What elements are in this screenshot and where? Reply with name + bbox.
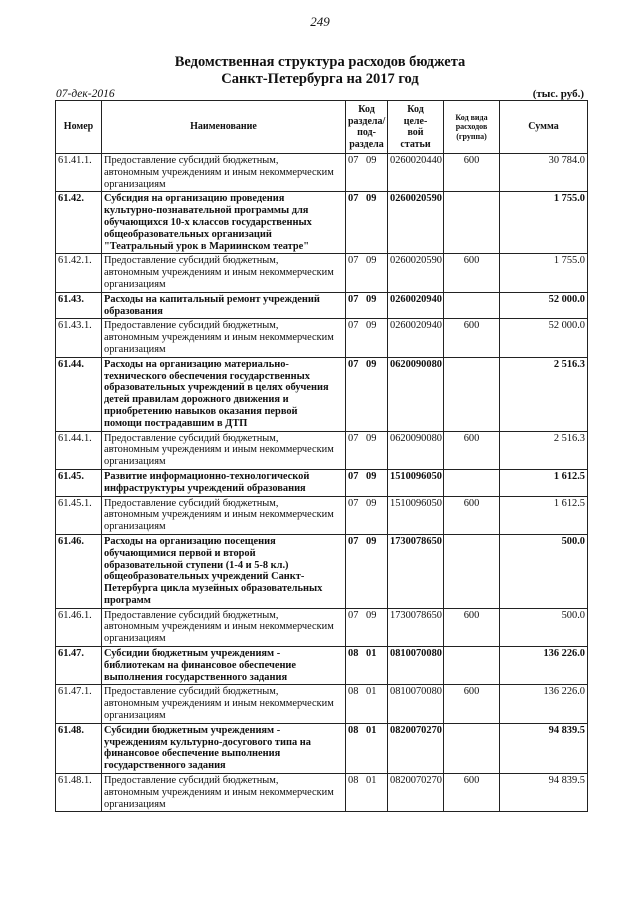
table-row bbox=[56, 319, 588, 357]
row-number: 61.45.1. bbox=[56, 496, 102, 534]
row-subsection: 01 bbox=[366, 775, 377, 787]
row-name-line: Петербурга цикла музейных образовательных bbox=[104, 583, 323, 595]
row-expense-kind: 600 bbox=[444, 608, 500, 646]
row-target-code: 1510096050 bbox=[388, 496, 444, 534]
header-kind-line: Код вида bbox=[455, 112, 488, 122]
row-name-line: образовательной ступени (1-4 и 5-8 кл.) bbox=[104, 559, 289, 571]
row-name-line: образования bbox=[104, 305, 163, 317]
row-name-line: государственного задания bbox=[104, 760, 226, 772]
row-subsection: 09 bbox=[366, 193, 377, 205]
row-name-line: организациям bbox=[104, 456, 166, 468]
row-subsection: 09 bbox=[366, 155, 377, 166]
row-name-line: учреждениям культурно-досугового типа на bbox=[104, 736, 311, 748]
table-row-group bbox=[56, 723, 588, 773]
header-section-line: под- bbox=[357, 127, 376, 138]
row-name-line: автономным учреждениям и иным некоммерческим bbox=[104, 332, 334, 344]
row-subsection: 09 bbox=[366, 255, 377, 267]
table-row-group bbox=[56, 534, 588, 608]
row-name-line: Развитие информационно-технологической bbox=[104, 470, 310, 482]
row-name-line: образовательных учреждений в целях обучения bbox=[104, 382, 329, 394]
row-name-line: выполнения государственного задания bbox=[104, 671, 288, 683]
title-line-1: Ведомственная структура расходов бюджета bbox=[174, 54, 466, 70]
row-expense-kind bbox=[444, 534, 500, 608]
row-section-code bbox=[346, 647, 388, 685]
row-section: 07 bbox=[348, 535, 359, 547]
row-sum: 94 839.5 bbox=[500, 774, 588, 812]
row-section: 07 bbox=[348, 432, 359, 444]
row-name-line: автономным учреждениям и иным некоммерческим bbox=[104, 509, 334, 521]
row-name-line: Расходы на капитальный ремонт учреждений bbox=[104, 293, 320, 305]
row-name-line: организациям bbox=[104, 798, 166, 810]
row-name-line: "Театральный урок в Мариинском театре" bbox=[104, 240, 310, 252]
row-sum: 1 612.5 bbox=[500, 469, 588, 496]
row-subsection: 09 bbox=[366, 293, 377, 305]
row-name-line: помощи пострадавшим в ДТП bbox=[104, 417, 248, 429]
header-target-line: вой bbox=[407, 127, 424, 138]
row-name-line: обучающимися первой и второй bbox=[104, 547, 256, 559]
row-name-line: автономным учреждениям и иным некоммерческим bbox=[104, 267, 334, 279]
title-line-2: Санкт-Петербурга на 2017 год bbox=[221, 71, 419, 87]
row-target-code: 0810070080 bbox=[388, 685, 444, 723]
row-sum: 2 516.3 bbox=[500, 431, 588, 469]
row-name bbox=[102, 431, 346, 469]
units-label: (тыс. руб.) bbox=[532, 88, 584, 100]
header-kind-line: (группа) bbox=[456, 131, 487, 141]
table-row bbox=[56, 608, 588, 646]
row-section-code bbox=[346, 357, 388, 431]
row-subsection: 09 bbox=[366, 320, 377, 332]
row-name-line: организациям bbox=[104, 633, 166, 645]
row-subsection: 01 bbox=[366, 724, 377, 736]
row-number: 61.48. bbox=[56, 723, 102, 773]
row-section-code bbox=[346, 608, 388, 646]
header-section-line: раздела/ bbox=[348, 115, 386, 127]
row-name bbox=[102, 154, 346, 192]
row-name-line: приобретению навыков оказания первой bbox=[104, 405, 298, 417]
row-sum: 500.0 bbox=[500, 608, 588, 646]
table-row-group bbox=[56, 469, 588, 496]
row-subsection: 09 bbox=[366, 497, 377, 509]
row-number: 61.42.1. bbox=[56, 254, 102, 292]
row-target-code: 1730078650 bbox=[388, 534, 444, 608]
header-section-line: раздела bbox=[349, 138, 384, 150]
row-name bbox=[102, 292, 346, 319]
row-number: 61.48.1. bbox=[56, 774, 102, 812]
row-section: 07 bbox=[348, 155, 359, 166]
row-number: 61.44.1. bbox=[56, 431, 102, 469]
row-expense-kind: 600 bbox=[444, 496, 500, 534]
row-number: 61.42. bbox=[56, 192, 102, 254]
row-number: 61.43.1. bbox=[56, 319, 102, 357]
row-name-line: Предоставление субсидий бюджетным, bbox=[104, 775, 279, 787]
table-row bbox=[56, 254, 588, 292]
row-name-line: организациям bbox=[104, 278, 166, 290]
row-section-code bbox=[346, 319, 388, 357]
row-number: 61.47.1. bbox=[56, 685, 102, 723]
row-expense-kind: 600 bbox=[444, 431, 500, 469]
row-number: 61.41.1. bbox=[56, 154, 102, 192]
header-sum: Сумма bbox=[500, 101, 588, 154]
table-row-group bbox=[56, 357, 588, 431]
row-sum: 52 000.0 bbox=[500, 292, 588, 319]
header-target-line: целе- bbox=[403, 115, 428, 127]
table-row-group bbox=[56, 192, 588, 254]
row-name-line: автономным учреждениям и иным некоммерческим bbox=[104, 166, 334, 178]
row-section: 07 bbox=[348, 255, 359, 267]
row-target-code: 0260020590 bbox=[388, 192, 444, 254]
row-target-code: 0260020590 bbox=[388, 254, 444, 292]
row-name-line: общеобразовательных учреждений Санкт- bbox=[104, 571, 305, 583]
row-name bbox=[102, 685, 346, 723]
row-name-line: обучающихся 10-х классов государственных bbox=[104, 216, 312, 228]
row-name bbox=[102, 647, 346, 685]
row-name bbox=[102, 192, 346, 254]
table-row bbox=[56, 774, 588, 812]
row-section-code bbox=[346, 254, 388, 292]
header-section-code bbox=[346, 101, 388, 154]
header-number: Номер bbox=[56, 101, 102, 154]
row-subsection: 01 bbox=[366, 686, 377, 698]
row-section: 07 bbox=[348, 320, 359, 332]
row-name bbox=[102, 496, 346, 534]
row-name-line: Предоставление субсидий бюджетным, bbox=[104, 609, 279, 621]
row-name bbox=[102, 774, 346, 812]
row-subsection: 09 bbox=[366, 535, 377, 547]
row-name-line: Предоставление субсидий бюджетным, bbox=[104, 255, 279, 267]
row-section-code bbox=[346, 534, 388, 608]
row-sum: 136 226.0 bbox=[500, 685, 588, 723]
row-subsection: 09 bbox=[366, 609, 377, 621]
row-expense-kind: 600 bbox=[444, 685, 500, 723]
row-name-line: Предоставление субсидий бюджетным, bbox=[104, 432, 279, 444]
row-target-code: 1510096050 bbox=[388, 469, 444, 496]
row-expense-kind: 600 bbox=[444, 319, 500, 357]
row-number: 61.44. bbox=[56, 357, 102, 431]
table-row-group bbox=[56, 292, 588, 319]
row-name-line: финансовое обеспечение выполнения bbox=[104, 748, 281, 760]
row-section-code bbox=[346, 723, 388, 773]
row-name-line: инфраструктуры учреждений образования bbox=[104, 482, 306, 494]
row-number: 61.47. bbox=[56, 647, 102, 685]
row-number: 61.45. bbox=[56, 469, 102, 496]
row-subsection: 01 bbox=[366, 648, 377, 660]
row-name-line: общеобразовательных организаций bbox=[104, 228, 272, 240]
row-name-line: организациям bbox=[104, 343, 166, 355]
row-name-line: Расходы на организацию материально- bbox=[104, 358, 289, 370]
table-row bbox=[56, 496, 588, 534]
row-target-code: 0260020440 bbox=[388, 154, 444, 192]
row-subsection: 09 bbox=[366, 432, 377, 444]
row-section-code bbox=[346, 192, 388, 254]
row-number: 61.43. bbox=[56, 292, 102, 319]
row-name bbox=[102, 608, 346, 646]
row-name bbox=[102, 357, 346, 431]
row-sum: 1 755.0 bbox=[500, 254, 588, 292]
header-section-line: Код bbox=[358, 104, 375, 115]
header-target-line: статьи bbox=[400, 138, 431, 150]
row-section-code bbox=[346, 154, 388, 192]
row-section-code bbox=[346, 469, 388, 496]
row-target-code: 0260020940 bbox=[388, 292, 444, 319]
row-section-code bbox=[346, 774, 388, 812]
document-date: 07-дек-2016 bbox=[56, 88, 115, 100]
table-header-row bbox=[56, 101, 588, 154]
row-sum: 500.0 bbox=[500, 534, 588, 608]
row-target-code: 0810070080 bbox=[388, 647, 444, 685]
row-name-line: автономным учреждениям и иным некоммерческим bbox=[104, 444, 334, 456]
row-name-line: автономным учреждениям и иным некоммерческим bbox=[104, 786, 334, 798]
row-name bbox=[102, 254, 346, 292]
row-name-line: культурно-познавательной программы для bbox=[104, 205, 309, 217]
row-sum: 136 226.0 bbox=[500, 647, 588, 685]
row-target-code: 0620090080 bbox=[388, 431, 444, 469]
row-name-line: Предоставление субсидий бюджетным, bbox=[104, 497, 279, 509]
row-name-line: детей правилам дорожного движения и bbox=[104, 394, 289, 406]
row-expense-kind bbox=[444, 469, 500, 496]
row-name-line: Предоставление субсидий бюджетным, bbox=[104, 155, 279, 166]
header-target-code bbox=[388, 101, 444, 154]
row-name bbox=[102, 723, 346, 773]
row-section: 07 bbox=[348, 609, 359, 621]
row-expense-kind bbox=[444, 292, 500, 319]
row-section-code bbox=[346, 685, 388, 723]
row-expense-kind: 600 bbox=[444, 774, 500, 812]
row-number: 61.46. bbox=[56, 534, 102, 608]
row-section: 08 bbox=[348, 724, 359, 736]
row-section: 07 bbox=[348, 193, 359, 205]
table-row bbox=[56, 154, 588, 192]
row-target-code: 0620090080 bbox=[388, 357, 444, 431]
row-name-line: Предоставление субсидий бюджетным, bbox=[104, 686, 279, 698]
row-name-line: программ bbox=[104, 594, 151, 606]
row-section-code bbox=[346, 431, 388, 469]
row-expense-kind: 600 bbox=[444, 154, 500, 192]
row-name-line: Субсидии бюджетным учреждениям - bbox=[104, 724, 281, 736]
row-section: 08 bbox=[348, 686, 359, 698]
row-name bbox=[102, 319, 346, 357]
row-name-line: технического обеспечения государственных bbox=[104, 370, 310, 382]
row-expense-kind: 600 bbox=[444, 254, 500, 292]
header-name: Наименование bbox=[102, 101, 346, 154]
row-section: 07 bbox=[348, 358, 359, 370]
row-name-line: организациям bbox=[104, 521, 166, 533]
row-sum: 1 612.5 bbox=[500, 496, 588, 534]
document-title bbox=[0, 54, 640, 88]
table-row bbox=[56, 431, 588, 469]
row-name-line: организациям bbox=[104, 710, 166, 722]
header-kind-line: расходов bbox=[455, 122, 488, 132]
row-expense-kind bbox=[444, 723, 500, 773]
row-target-code: 0820070270 bbox=[388, 774, 444, 812]
row-target-code: 0260020940 bbox=[388, 319, 444, 357]
row-target-code: 0820070270 bbox=[388, 723, 444, 773]
row-name-line: Расходы на организацию посещения bbox=[104, 535, 276, 547]
row-section: 07 bbox=[348, 497, 359, 509]
row-sum: 2 516.3 bbox=[500, 357, 588, 431]
row-name bbox=[102, 469, 346, 496]
row-section-code bbox=[346, 496, 388, 534]
page-number: 249 bbox=[310, 14, 330, 29]
row-expense-kind bbox=[444, 357, 500, 431]
row-sum: 1 755.0 bbox=[500, 192, 588, 254]
row-name bbox=[102, 534, 346, 608]
table-row bbox=[56, 685, 588, 723]
row-sum: 30 784.0 bbox=[500, 154, 588, 192]
row-name-line: организациям bbox=[104, 178, 166, 190]
row-number: 61.46.1. bbox=[56, 608, 102, 646]
row-sum: 94 839.5 bbox=[500, 723, 588, 773]
row-section: 07 bbox=[348, 470, 359, 482]
row-target-code: 1730078650 bbox=[388, 608, 444, 646]
row-subsection: 09 bbox=[366, 470, 377, 482]
table-row-group bbox=[56, 647, 588, 685]
header-target-line: Код bbox=[407, 104, 424, 115]
row-name-line: Предоставление субсидий бюджетным, bbox=[104, 320, 279, 332]
row-sum: 52 000.0 bbox=[500, 319, 588, 357]
row-section: 07 bbox=[348, 293, 359, 305]
header-expense-kind bbox=[444, 101, 500, 154]
budget-table bbox=[55, 100, 588, 812]
row-name-line: автономным учреждениям и иным некоммерческим bbox=[104, 621, 334, 633]
row-name-line: Субсидии бюджетным учреждениям - bbox=[104, 648, 281, 660]
row-section-code bbox=[346, 292, 388, 319]
row-name-line: библиотекам на финансовое обеспечение bbox=[104, 659, 297, 671]
row-section: 08 bbox=[348, 775, 359, 787]
row-name-line: автономным учреждениям и иным некоммерческим bbox=[104, 698, 334, 710]
row-subsection: 09 bbox=[366, 358, 377, 370]
row-section: 08 bbox=[348, 648, 359, 660]
row-expense-kind bbox=[444, 192, 500, 254]
row-name-line: Субсидия на организацию проведения bbox=[104, 193, 285, 205]
row-expense-kind bbox=[444, 647, 500, 685]
